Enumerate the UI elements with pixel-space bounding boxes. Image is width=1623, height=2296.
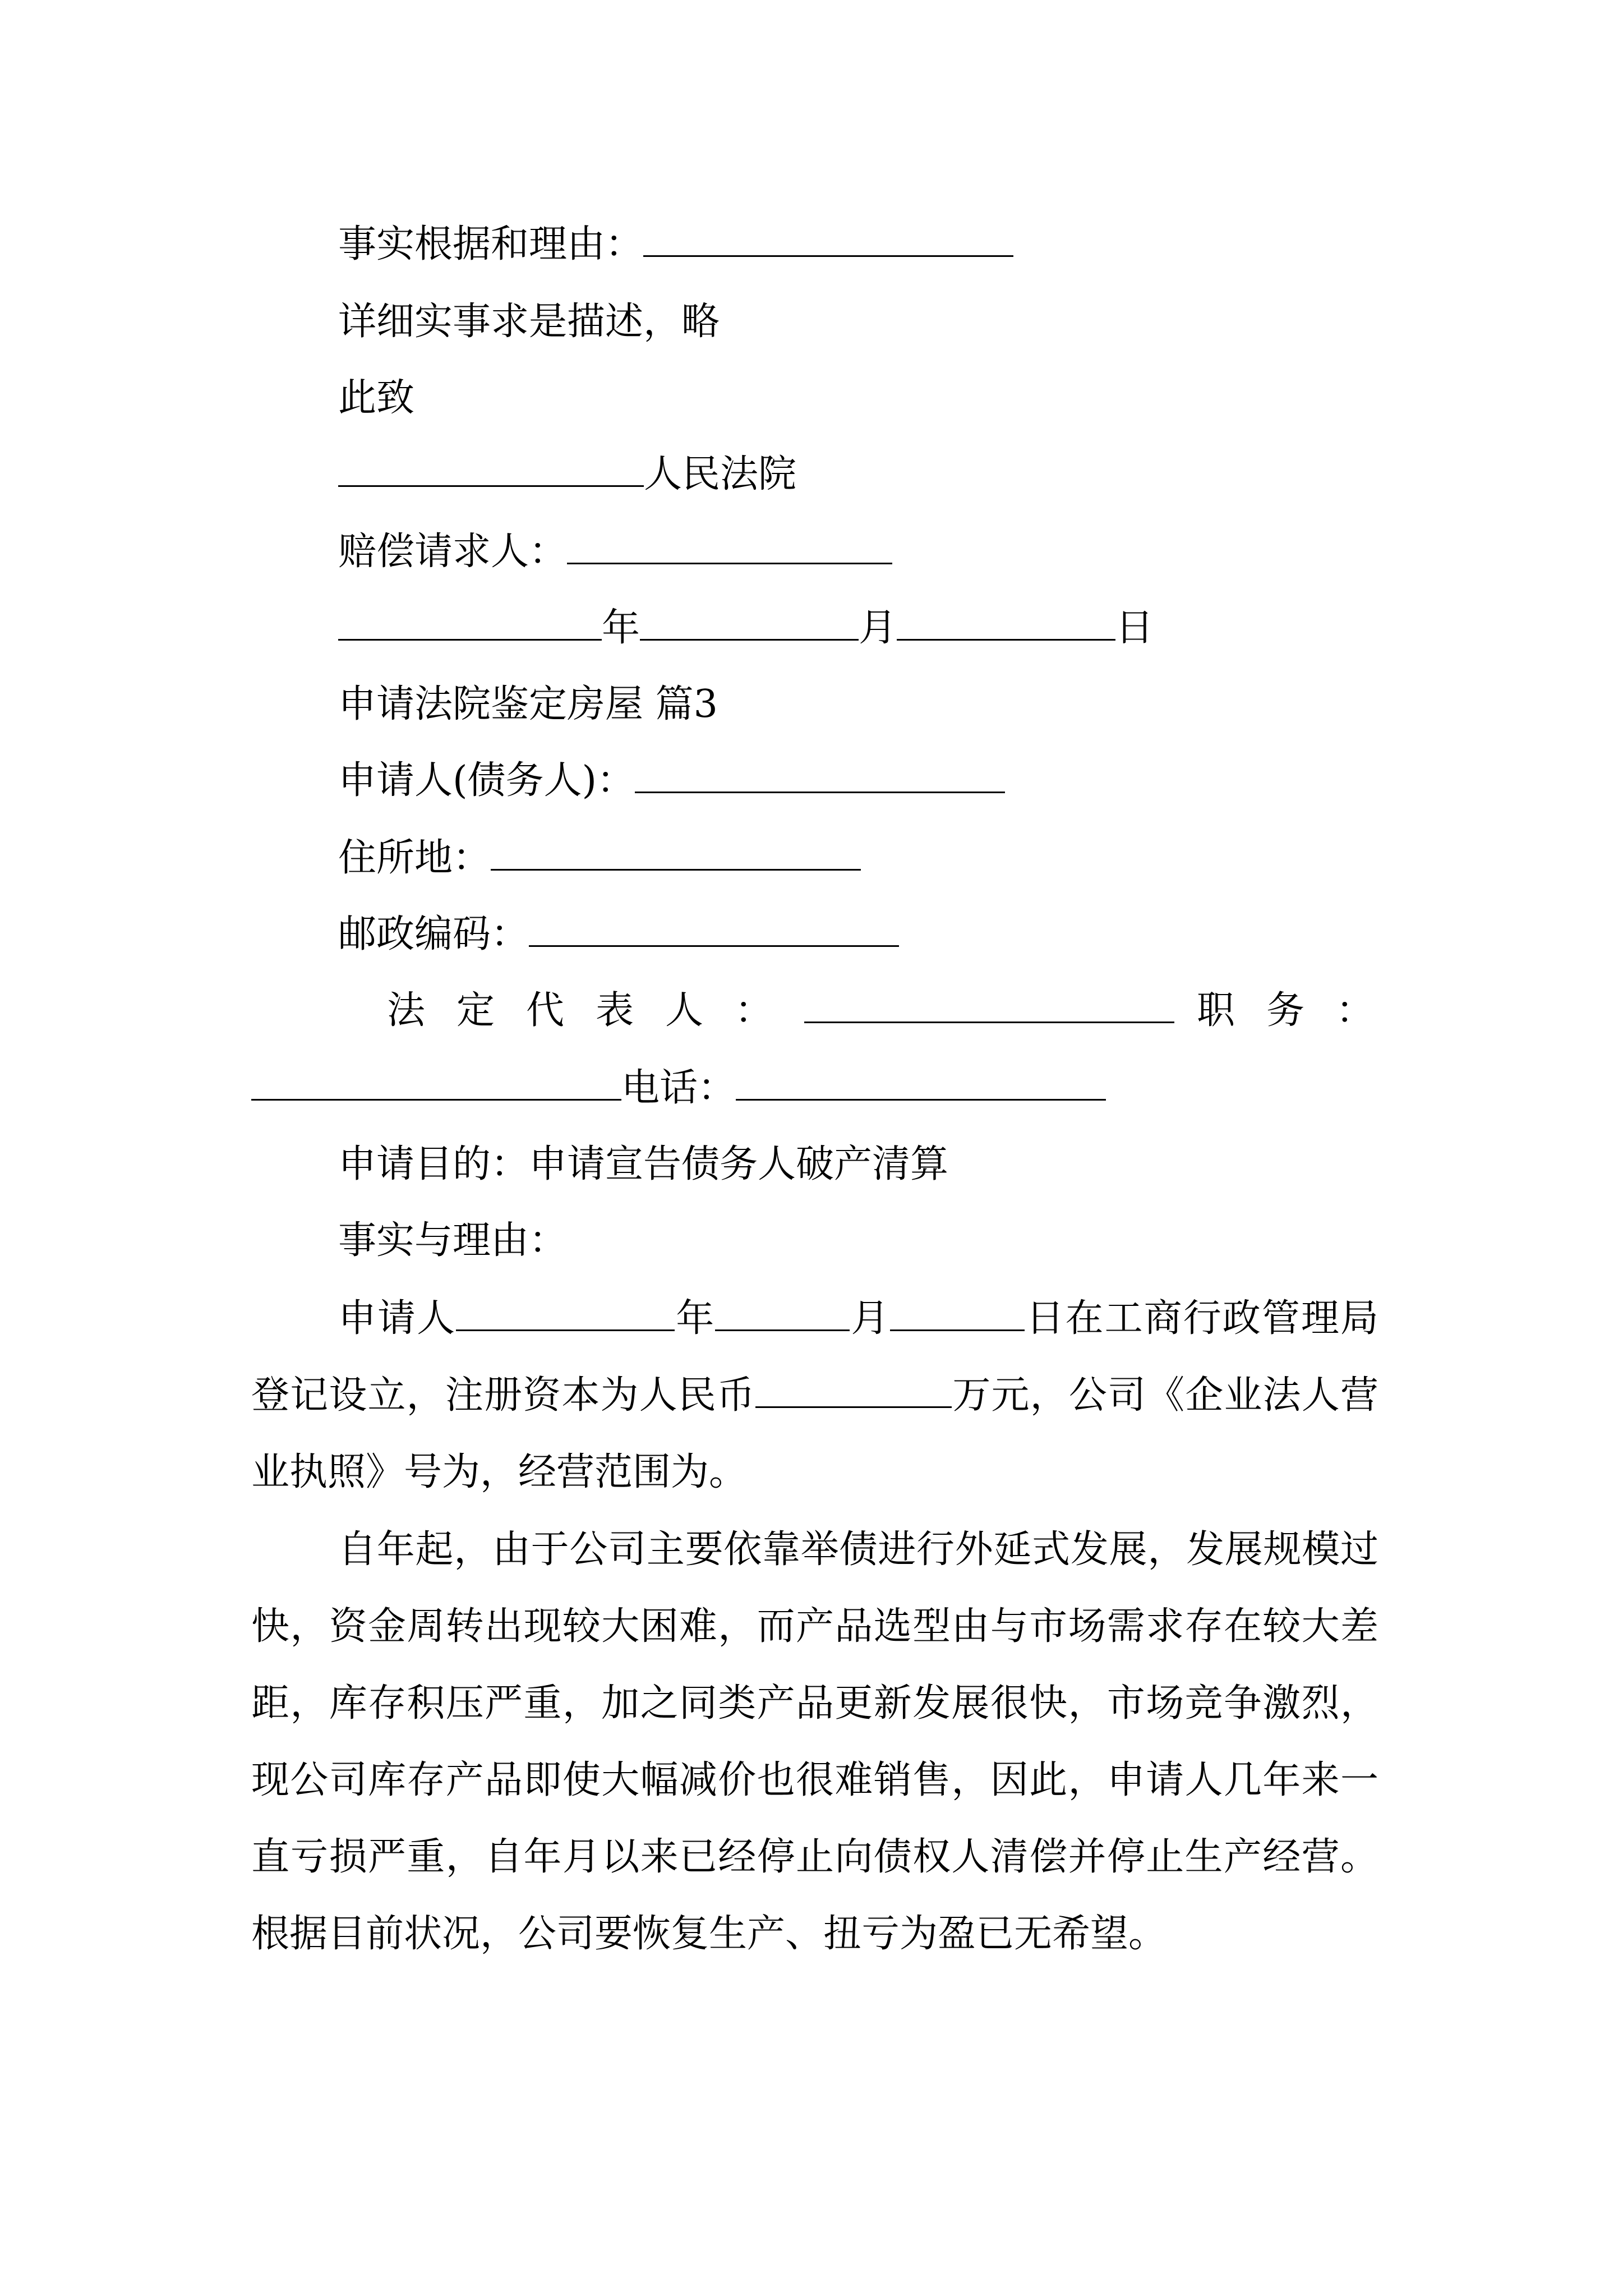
residence-blank — [491, 840, 861, 871]
legal-rep-line — [387, 988, 1514, 1033]
legal-rep-label: 法定代表人： — [387, 988, 805, 1033]
date-line — [338, 606, 1465, 651]
reg-text-5: 万元，公司《企业法人营业执照》号为，经营范围为。 — [251, 1373, 1378, 1494]
legal-rep-blank — [804, 992, 1174, 1023]
reg-text-1: 申请人 — [338, 1296, 457, 1341]
postcode-blank — [529, 916, 899, 947]
section-title: 申请法院鉴定房屋 篇3 — [338, 682, 718, 726]
paragraph-registration — [251, 1280, 1378, 1511]
month-label: 月 — [859, 606, 897, 650]
phone-label: 电话： — [621, 1066, 736, 1110]
court-label: 人民法院 — [644, 452, 797, 496]
day-label: 日 — [1115, 606, 1154, 650]
position-label: 职务： — [1197, 988, 1406, 1033]
claimant-blank — [567, 533, 892, 564]
year-label: 年 — [602, 606, 640, 650]
detail-line: 详细实事求是描述，略 — [338, 300, 720, 344]
purpose-line: 申请目的：申请宣告债务人破产清算 — [338, 1142, 949, 1186]
court-line — [338, 452, 1465, 497]
facts-line: 事实与理由： — [338, 1218, 568, 1263]
day-blank — [897, 610, 1115, 641]
month-blank — [640, 610, 859, 641]
reg-text-3: 月 — [850, 1296, 891, 1341]
claimant-line — [338, 530, 1465, 574]
greeting-line: 此致 — [338, 376, 415, 420]
residence-line — [338, 836, 1465, 881]
reg-text-2: 年 — [675, 1296, 716, 1341]
residence-label: 住所地： — [338, 836, 491, 880]
reg-text-4: 日在工商行政管理局登记设立，注册资本为人民币 — [251, 1296, 1378, 1418]
applicant-label: 申请人(债务人)： — [338, 758, 635, 803]
facts-reason-label: 事实根据和理由： — [338, 222, 644, 266]
postcode-label: 邮政编码： — [338, 912, 529, 956]
phone-blank — [736, 1070, 1106, 1101]
facts-reason-line — [338, 222, 1465, 267]
postcode-line — [338, 912, 1465, 957]
position-blank — [251, 1070, 621, 1101]
applicant-line — [338, 758, 1465, 803]
court-blank — [338, 456, 644, 487]
capital-blank — [755, 1377, 952, 1408]
year-blank — [338, 610, 602, 641]
facts-reason-blank — [643, 226, 1013, 257]
reg-year-blank — [456, 1300, 675, 1331]
claimant-label: 赔偿请求人： — [338, 530, 568, 574]
phone-line — [251, 1066, 1378, 1111]
applicant-blank — [635, 762, 1005, 793]
paragraph-reasons: 自年起，由于公司主要依靠举债进行外延式发展，发展规模过快，资金周转出现较大困难，而产品选型由与市场需求存在较大差距，库存积压严重，加之同类产品更新发展很快，市场竞争激烈，现公司库存产品即使大幅减价也很难销售，因此，申请人几年来一直亏损严重，自年月以来已经停止向债权人清偿并停止生产经营。根据目前状况，公司要恢复生产、扭亏为盈已无希望。 — [251, 1527, 1378, 1956]
reg-day-blank — [890, 1300, 1025, 1331]
reg-month-blank — [715, 1300, 850, 1331]
